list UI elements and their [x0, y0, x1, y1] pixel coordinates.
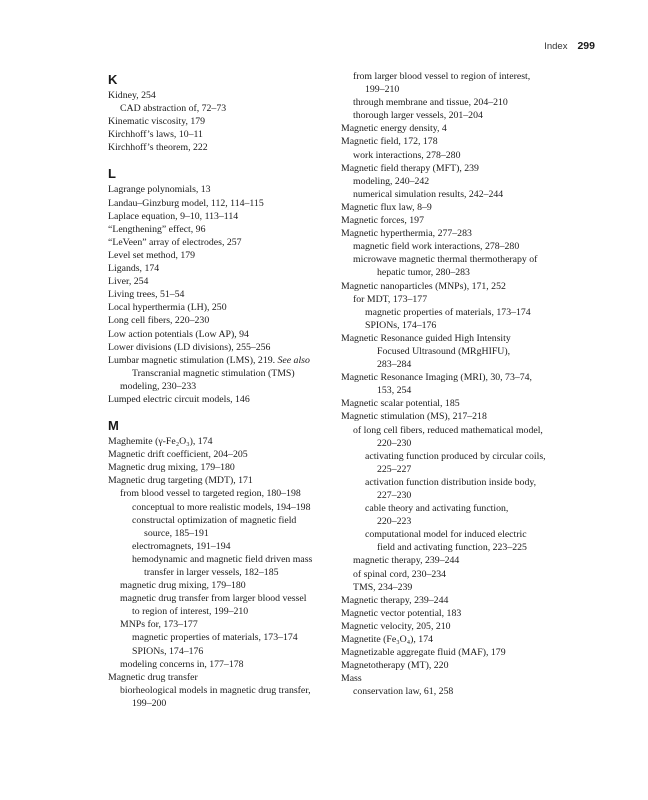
index-entry: Magnetic nanoparticles (MNPs), 171, 252 [341, 280, 506, 292]
index-entry: Magnetic energy density, 4 [341, 123, 447, 135]
index-subentry: microwave magnetic thermal thermotherapy of [353, 254, 538, 266]
section-letter-m: M [108, 418, 119, 434]
index-subentry: hepatic tumor, 280–283 [377, 267, 470, 279]
index-subentry: conceptual to more realistic models, 194–198 [132, 501, 311, 513]
index-entry: Magnetic drug targeting (MDT), 171 [108, 475, 253, 487]
index-subentry: hemodynamic and magnetic field driven mass [132, 553, 313, 565]
index-subentry: from larger blood vessel to region of interest, [353, 71, 531, 82]
index-entry: Magnetite (Fe₃O₄), 174 [341, 634, 433, 646]
index-entry: Lower divisions (LD divisions), 255–256 [108, 341, 271, 353]
index-entry: Long cell fibers, 220–230 [108, 315, 210, 327]
index-entry: Kirchhoff’s laws, 10–11 [108, 129, 203, 141]
index-entry: Magnetic drug transfer [108, 671, 198, 683]
index-subentry: activation function distribution inside body, [365, 476, 537, 488]
index-subentry: cable theory and activating function, [365, 503, 509, 515]
index-subentry: 153, 254 [377, 385, 412, 397]
index-subentry: 220–223 [377, 516, 412, 528]
index-entry: Maghemite (γ-Fe₂O₃), 174 [108, 436, 213, 448]
index-subentry: numerical simulation results, 242–244 [353, 188, 504, 200]
index-subentry: activating function produced by circular coils, [365, 450, 546, 462]
index-entry: “LeVeen” array of electrodes, 257 [108, 236, 242, 248]
index-subentry: from blood vessel to targeted region, 180–198 [120, 488, 301, 500]
index-subentry: 220–230 [377, 437, 412, 449]
index-subentry: to region of interest, 199–210 [132, 606, 249, 618]
index-subentry: field and activating function, 223–225 [377, 542, 527, 554]
index-subentry: through membrane and tissue, 204–210 [353, 97, 508, 109]
running-head [544, 40, 595, 52]
index-entry: Magnetic stimulation (MS), 217–218 [341, 411, 487, 423]
index-entry: Magnetic field therapy (MFT), 239 [341, 162, 479, 174]
index-entry: Magnetic flux law, 8–9 [341, 201, 432, 213]
index-entry: Landau–Ginzburg model, 112, 114–115 [108, 197, 264, 209]
index-entry: Kirchhoff’s theorem, 222 [108, 142, 208, 154]
index-subentry: transfer in larger vessels, 182–185 [144, 567, 279, 578]
index-subentry: Focused Ultrasound (MRgHIFU), [377, 345, 511, 357]
index-entry: Magnetic Resonance Imaging (MRI), 30, 73–74, [341, 372, 532, 384]
index-subentry: Transcranial magnetic stimulation (TMS) [132, 367, 295, 379]
section-letter-k: K [108, 72, 118, 87]
index-entry: Laplace equation, 9–10, 113–114 [108, 210, 239, 222]
index-subentry: electromagnets, 191–194 [132, 540, 231, 552]
index-subentry: SPIONs, 174–176 [132, 645, 204, 657]
index-entry: Local hyperthermia (LH), 250 [108, 302, 227, 314]
index-column-left [108, 70, 340, 710]
index-entry: Magnetic forces, 197 [341, 215, 424, 227]
index-entry: Magnetic therapy, 239–244 [341, 594, 449, 606]
index-entry: Magnetic scalar potential, 185 [341, 398, 460, 410]
index-subentry: 199–200 [132, 697, 167, 709]
index-subentry: modeling, 230–233 [120, 380, 197, 392]
index-entry: Mass [341, 673, 362, 685]
index-subentry: magnetic drug transfer from larger blood vessel [120, 593, 307, 605]
index-entry: Magnetic drift coefficient, 204–205 [108, 449, 248, 461]
index-entry: Magnetic velocity, 205, 210 [341, 620, 451, 632]
index-entry: Magnetic drug mixing, 179–180 [108, 462, 235, 474]
index-subentry: magnetic properties of materials, 173–174 [132, 632, 298, 644]
section-letter-l: L [108, 166, 116, 182]
index-subentry: computational model for induced electric [365, 529, 527, 541]
index-entry: Magnetic field, 172, 178 [341, 136, 438, 148]
index-subentry: magnetic properties of materials, 173–174 [365, 306, 531, 318]
index-subentry: SPIONs, 174–176 [365, 319, 437, 331]
index-subentry: conservation law, 61, 258 [353, 686, 454, 698]
index-subentry: 227–230 [377, 490, 412, 501]
index-entry: Kinematic viscosity, 179 [108, 116, 206, 128]
index-entry: Magnetotherapy (MT), 220 [341, 660, 449, 672]
index-subentry: constructal optimization of magnetic field [132, 514, 297, 526]
index-entry: Ligands, 174 [108, 263, 160, 275]
index-entry: Lumped electric circuit models, 146 [108, 393, 250, 405]
index-entry: “Lengthening” effect, 96 [108, 223, 206, 235]
index-subentry: magnetic field work interactions, 278–280 [353, 241, 520, 253]
index-subentry: work interactions, 278–280 [353, 149, 461, 161]
index-subentry: modeling concerns in, 177–178 [120, 658, 244, 670]
index-column-right [341, 70, 591, 699]
index-entry: Magnetic hyperthermia, 277–283 [341, 228, 472, 240]
index-subentry: CAD abstraction of, 72–73 [120, 103, 227, 115]
index-entry: Magnetizable aggregate fluid (MAF), 179 [341, 647, 506, 659]
page-number: 299 [577, 40, 595, 52]
index-subentry: source, 185–191 [144, 527, 209, 539]
index-subentry: 283–284 [377, 359, 412, 371]
index-subentry: 225–227 [377, 463, 412, 475]
index-subentry: of long cell fibers, reduced mathematical model, [353, 424, 543, 436]
index-entry: Magnetic vector potential, 183 [341, 607, 462, 619]
index-entry: Level set method, 179 [108, 249, 196, 261]
index-entry: Living trees, 51–54 [108, 289, 185, 301]
index-entry: Liver, 254 [108, 276, 149, 288]
index-entry: Low action potentials (Low AP), 94 [108, 328, 249, 340]
index-subentry: for MDT, 173–177 [353, 293, 428, 305]
index-subentry: 199–210 [365, 84, 400, 96]
index-subentry: MNPs for, 173–177 [120, 619, 198, 631]
index-subentry: thorough larger vessels, 201–204 [353, 110, 483, 122]
index-entry: Magnetic Resonance guided High Intensity [341, 332, 511, 344]
section-label: Index [544, 41, 568, 52]
index-entry: Lagrange polynomials, 13 [108, 184, 211, 196]
index-subentry: TMS, 234–239 [353, 581, 413, 593]
index-entry: Lumbar magnetic stimulation (LMS), 219. See also [108, 354, 310, 366]
index-subentry: magnetic drug mixing, 179–180 [120, 580, 246, 592]
index-subentry: magnetic therapy, 239–244 [353, 555, 460, 567]
index-entry: Kidney, 254 [108, 90, 156, 101]
index-subentry: biorheological models in magnetic drug transfer, [120, 684, 311, 696]
index-subentry: of spinal cord, 230–234 [353, 568, 447, 580]
index-subentry: modeling, 240–242 [353, 175, 430, 187]
